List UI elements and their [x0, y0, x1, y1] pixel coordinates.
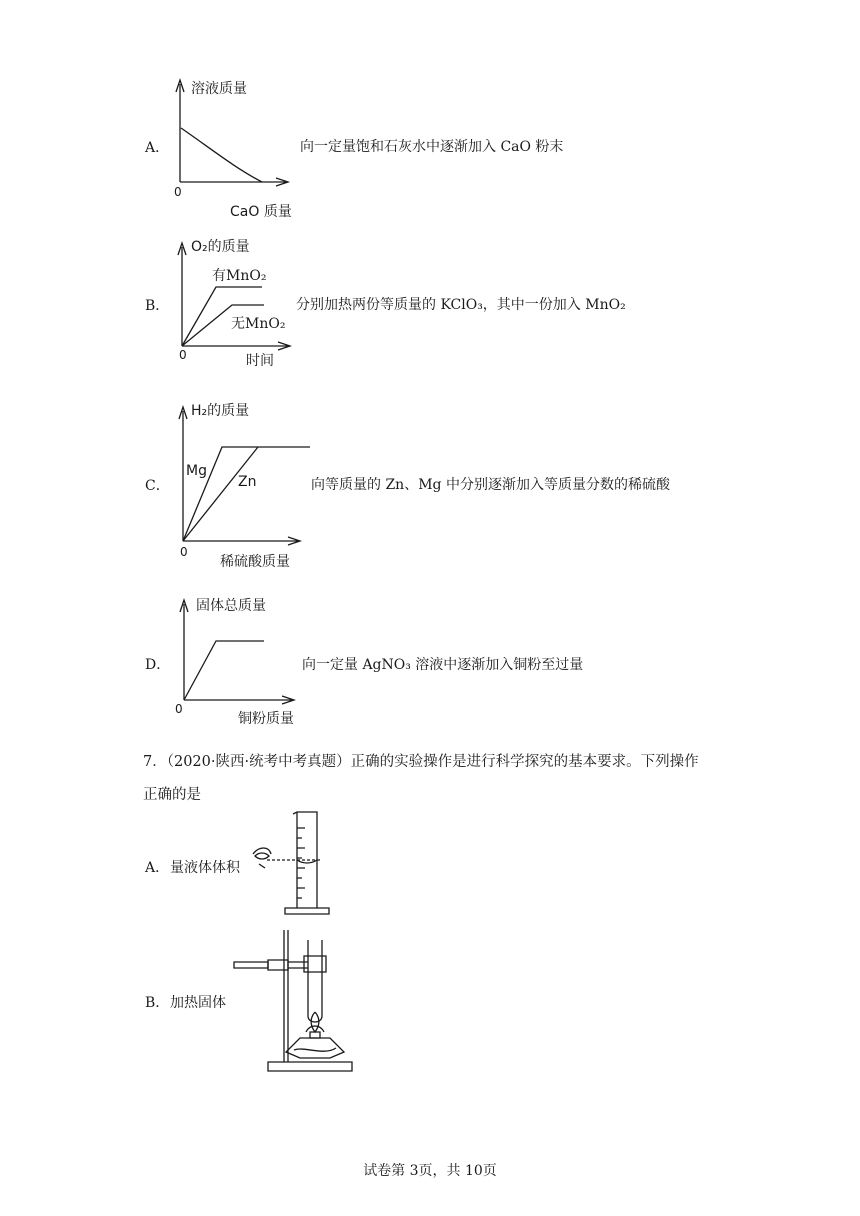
graph-c-label-zn: Zn: [238, 474, 257, 490]
graph-b-origin: 0: [179, 348, 187, 362]
q7-option-b-label: 加热固体: [170, 995, 226, 1011]
graph-c-line-zn: [183, 447, 258, 541]
q7-option-b-letter: B．: [145, 995, 170, 1011]
option-b-letter: B．: [145, 298, 170, 314]
q7-option-a-label: 量液体体积: [170, 860, 240, 876]
graduated-cylinder-illustration: [245, 808, 335, 920]
graph-a-curve: [181, 128, 262, 182]
option-d-description: 向一定量 AgNO₃ 溶液中逐渐加入铜粉至过量: [302, 657, 584, 673]
option-c-letter: C．: [145, 478, 170, 494]
option-a-description: 向一定量饱和石灰水中逐渐加入 CaO 粉末: [300, 139, 564, 155]
graph-b-label-with-mno2: 有MnO₂: [212, 268, 267, 284]
q7-option-a-letter: A．: [145, 860, 170, 876]
graph-c-x-label: 稀硫酸质量: [220, 554, 290, 570]
graph-a-x-label: CaO 质量: [230, 204, 292, 220]
graph-b-y-label: O₂的质量: [191, 239, 250, 255]
option-c-description: 向等质量的 Zn、Mg 中分别逐渐加入等质量分数的稀硫酸: [311, 477, 670, 493]
page-footer: 试卷第 3页，共 10页: [363, 1163, 497, 1179]
graph-a-origin: 0: [174, 185, 182, 199]
graph-a-y-label: 溶液质量: [191, 81, 247, 97]
graph-d-y-label: 固体总质量: [196, 598, 266, 614]
option-d-letter: D．: [145, 657, 171, 673]
option-b-description: 分别加热两份等质量的 KClO₃，其中一份加入 MnO₂: [296, 297, 626, 313]
graph-c-y-label: H₂的质量: [191, 403, 250, 419]
option-a-letter: A．: [145, 140, 170, 156]
graph-d-line: [184, 641, 264, 700]
graph-d-x-label: 铜粉质量: [238, 711, 294, 727]
graph-b-x-label: 时间: [246, 353, 274, 369]
heating-setup-svg: [228, 920, 358, 1076]
question-7-stem-line1: 7．（2020·陕西·统考中考真题）正确的实验操作是进行科学探究的基本要求。下列操作: [143, 754, 699, 770]
graph-b-label-without-mno2: 无MnO₂: [231, 316, 286, 332]
graph-c-label-mg: Mg: [186, 463, 207, 479]
question-7-stem-line2: 正确的是: [143, 787, 201, 803]
graduated-cylinder-svg: [245, 808, 335, 920]
heating-solid-illustration: [228, 920, 358, 1076]
graph-c-origin: 0: [180, 545, 188, 559]
graph-d-origin: 0: [175, 702, 183, 716]
